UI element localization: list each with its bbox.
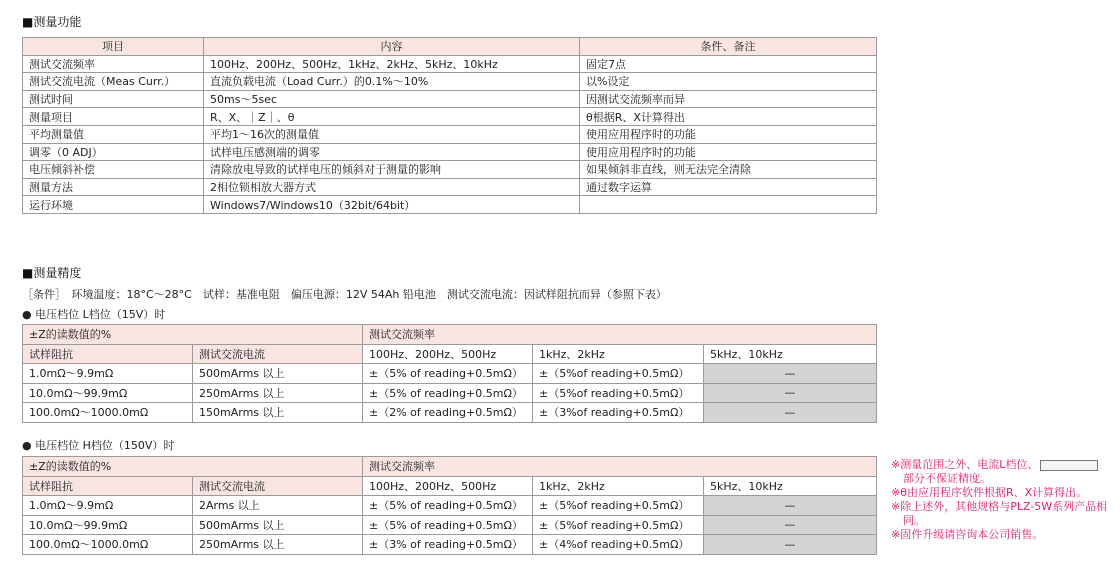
cell: 500mArms 以上 [193,364,363,384]
cell: 10.0mΩ～99.9mΩ [23,383,193,403]
table-row [23,108,877,126]
cell: ±（5%of reading+0.5mΩ） [533,496,704,516]
cell: ±（3%of reading+0.5mΩ） [533,403,704,423]
cell: 电压倾斜补偿 [23,161,204,179]
note-1-cont: 部分不保证精度。 [903,472,991,485]
cell: ±（5%of reading+0.5mΩ） [533,515,704,535]
cell: 因测试交流频率而异 [580,90,877,108]
cell: ±（5% of reading+0.5mΩ） [363,383,533,403]
table-row [23,143,877,161]
section-title-measurement-functions: ■测量功能 [22,15,82,29]
dash-cell: — [704,403,877,423]
cell: ±（5% of reading+0.5mΩ） [363,364,533,384]
note-4: ※固件升级请咨询本公司销售。 [891,528,1044,541]
table-row [23,383,877,403]
dash-cell: — [704,515,877,535]
cell: 500mArms 以上 [193,515,363,535]
header-item: 项目 [23,38,204,56]
dash-cell: — [704,364,877,384]
cell: 平均测量值 [23,125,204,143]
cell: Windows7/Windows10（32bit/64bit） [204,196,580,214]
table-header-row [23,476,877,496]
table-header-row [23,38,877,56]
cell: 1.0mΩ～9.9mΩ [23,364,193,384]
cell [580,196,877,214]
cell: R、X、｜Z｜、θ [204,108,580,126]
cell: 250mArms 以上 [193,383,363,403]
col-header-freq-low: 100Hz、200Hz、500Hz [363,476,533,496]
table-row [23,515,877,535]
col-header-freq-high: 5kHz、10kHz [704,476,877,496]
table-row [23,73,877,91]
cell: ±（3% of reading+0.5mΩ） [363,535,533,555]
cell: 运行环境 [23,196,204,214]
cell: 50ms～5sec [204,90,580,108]
table-row [23,403,877,423]
dash-cell: — [704,383,877,403]
note-1: ※测量范围之外、电流L档位、 [891,458,1113,472]
l-range-caption: ● 电压档位 L档位（15V）时 [22,308,166,321]
table-row [23,535,877,555]
cell: 100Hz、200Hz、500Hz、1kHz、2kHz、5kHz、10kHz [204,55,580,73]
conditions-text: ［条件］ 环境温度：18°C～28°C 试样：基准电阻 偏压电源：12V 54Ah 铅电池 测试交流电流：因试样阻抗而异（参照下表） [22,288,667,301]
footnotes [891,458,1113,542]
cell: 测试交流频率 [23,55,204,73]
cell: ±（5%of reading+0.5mΩ） [533,364,704,384]
cell: 测试时间 [23,90,204,108]
cell: 2相位锁相放大器方式 [204,178,580,196]
cell: 直流负载电流（Load Curr.）的0.1%～10% [204,73,580,91]
table-row [23,125,877,143]
table-row [23,161,877,179]
cell: 100.0mΩ～1000.0mΩ [23,403,193,423]
cell: 清除放电导致的试样电压的倾斜对于测量的影响 [204,161,580,179]
freq-header: 测试交流频率 [363,457,877,477]
col-header-impedance: 试样阻抗 [23,476,193,496]
col-header-freq-low: 100Hz、200Hz、500Hz [363,344,533,364]
col-header-freq-mid: 1kHz、2kHz [533,476,704,496]
cell: ±（5%of reading+0.5mΩ） [533,383,704,403]
accuracy-table-h-range [22,456,877,555]
note-2: ※θ由应用程序软件根据R、X计算得出。 [891,486,1088,499]
table-row [23,496,877,516]
corner-label: ±Z的读数值的% [23,325,363,345]
cell: 100.0mΩ～1000.0mΩ [23,535,193,555]
cell: 测试交流电流（Meas Curr.） [23,73,204,91]
col-header-current: 测试交流电流 [193,344,363,364]
col-header-freq-high: 5kHz、10kHz [704,344,877,364]
table-row [23,178,877,196]
cell: θ根据R、X计算得出 [580,108,877,126]
cell: 1.0mΩ～9.9mΩ [23,496,193,516]
col-header-current: 测试交流电流 [193,476,363,496]
note-3: ※除上述外，其他规格与PLZ-5W系列产品相同。 [891,500,1108,527]
cell: 测量项目 [23,108,204,126]
table-row [23,196,877,214]
section-title-measurement-accuracy: ■测量精度 [22,266,82,280]
corner-label: ±Z的读数值的% [23,457,363,477]
header-remarks: 条件、备注 [580,38,877,56]
blank-box-icon [1040,460,1098,471]
table-header-row [23,325,877,345]
freq-header: 测试交流频率 [363,325,877,345]
table-row [23,90,877,108]
table-header-row [23,344,877,364]
cell: ±（4%of reading+0.5mΩ） [533,535,704,555]
dash-cell: — [704,535,877,555]
cell: 使用应用程序时的功能 [580,143,877,161]
cell: 调零（0 ADJ） [23,143,204,161]
table-row [23,364,877,384]
cell: 150mArms 以上 [193,403,363,423]
functions-table [22,37,877,214]
col-header-impedance: 试样阻抗 [23,344,193,364]
cell: 固定7点 [580,55,877,73]
cell: 通过数字运算 [580,178,877,196]
col-header-freq-mid: 1kHz、2kHz [533,344,704,364]
dash-cell: — [704,496,877,516]
cell: 使用应用程序时的功能 [580,125,877,143]
cell: 250mArms 以上 [193,535,363,555]
table-header-row [23,457,877,477]
cell: ±（5% of reading+0.5mΩ） [363,496,533,516]
cell: 平均1～16次的测量值 [204,125,580,143]
cell: 10.0mΩ～99.9mΩ [23,515,193,535]
cell: 试样电压感测端的调零 [204,143,580,161]
accuracy-table-l-range [22,324,877,423]
header-content: 内容 [204,38,580,56]
table-row [23,55,877,73]
cell: 测量方法 [23,178,204,196]
cell: ±（5% of reading+0.5mΩ） [363,515,533,535]
h-range-caption: ● 电压档位 H档位（150V）时 [22,439,175,452]
cell: ±（2% of reading+0.5mΩ） [363,403,533,423]
cell: 以%设定 [580,73,877,91]
cell: 2Arms 以上 [193,496,363,516]
cell: 如果倾斜非直线，则无法完全清除 [580,161,877,179]
